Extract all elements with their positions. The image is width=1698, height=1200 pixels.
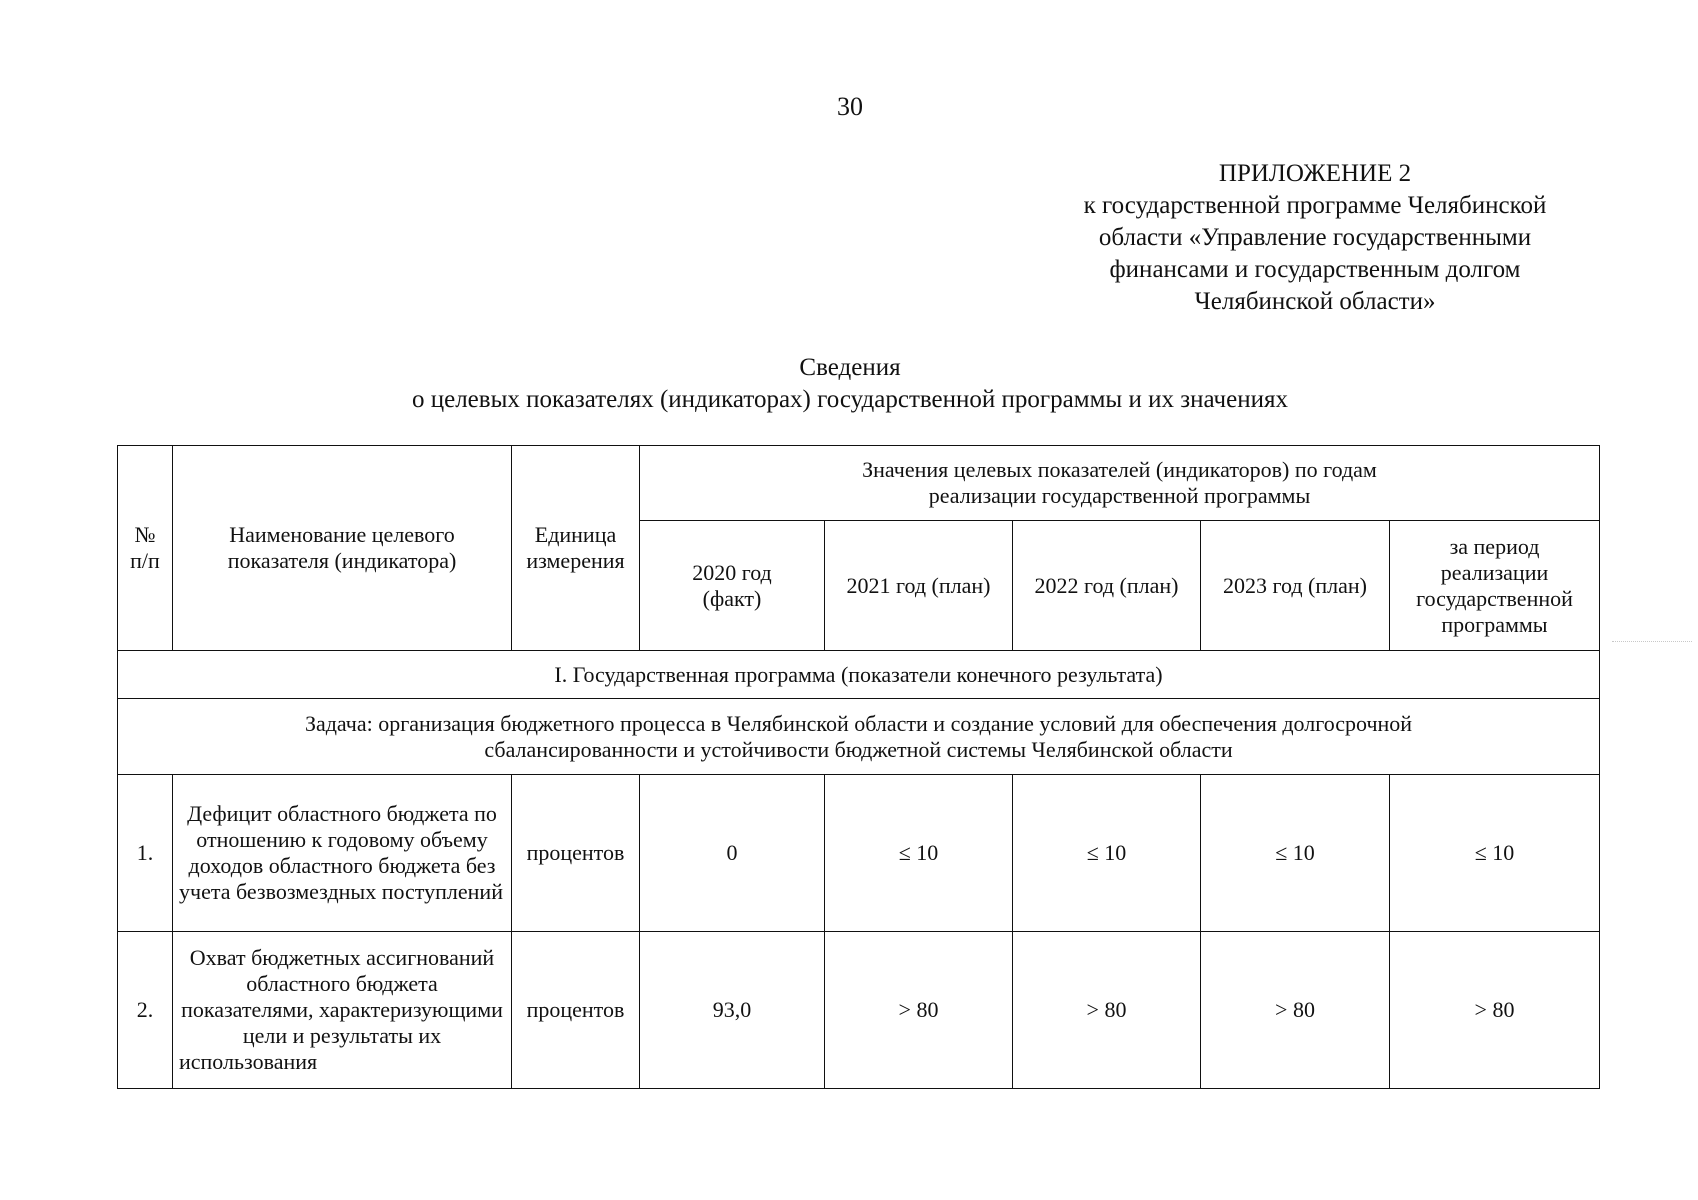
document-title: [200, 352, 1500, 416]
appendix-line: финансами и государственным долгом: [1109, 256, 1521, 283]
task-text: Задача: организация бюджетного процесса в Челябинской области и создание условий для обеспечения долгосрочной сбалансированности и устойчивости бюджетной системы Челябинской области: [118, 699, 1600, 775]
row-unit: процентов: [512, 932, 640, 1089]
section-title: I. Государственная программа (показатели конечного результата): [118, 651, 1600, 699]
row-number: 1.: [118, 775, 173, 932]
table-row: [118, 775, 1600, 932]
row-value-period: ≤ 10: [1390, 775, 1600, 932]
row-value-2022: ≤ 10: [1013, 775, 1201, 932]
row-indicator-name: Дефицит областного бюджета по отношению к годовому объему доходов областного бюджета без учета безвозмездных поступлений: [173, 775, 512, 932]
appendix-header: [1010, 158, 1620, 318]
row-value-2023: ≤ 10: [1201, 775, 1390, 932]
row-number: 2.: [118, 932, 173, 1089]
header-year-2021: 2021 год (план): [825, 521, 1013, 651]
header-year-2020: 2020 год (факт): [640, 521, 825, 651]
header-period-total: за период реализации государственной программы: [1390, 521, 1600, 651]
header-name: Наименование целевого показателя (индикатора): [173, 446, 512, 651]
row-indicator-name: Охват бюджетных ассигнований областного бюджета показателями, характеризующими цели и результаты их использования: [173, 932, 512, 1089]
scan-artifact-divider: [1612, 641, 1692, 642]
row-unit: процентов: [512, 775, 640, 932]
row-value-2020: 0: [640, 775, 825, 932]
row-value-2022: > 80: [1013, 932, 1201, 1089]
row-value-period: > 80: [1390, 932, 1600, 1089]
row-value-2021: > 80: [825, 932, 1013, 1089]
indicators-table: [117, 445, 1600, 1089]
header-values-group: Значения целевых показателей (индикаторов) по годам реализации государственной программы: [640, 446, 1600, 521]
row-value-2021: ≤ 10: [825, 775, 1013, 932]
section-row: [118, 651, 1600, 699]
row-value-2023: > 80: [1201, 932, 1390, 1089]
document-title-line1: Сведения: [799, 354, 901, 381]
header-number: № п/п: [118, 446, 173, 651]
header-unit: Единица измерения: [512, 446, 640, 651]
appendix-line: к государственной программе Челябинской: [1083, 192, 1547, 219]
document-title-line2: о целевых показателях (индикаторах) государственной программы и их значениях: [411, 386, 1288, 413]
table-header-row: [118, 446, 1600, 521]
row-value-2020: 93,0: [640, 932, 825, 1089]
header-year-2023: 2023 год (план): [1201, 521, 1390, 651]
page-number: 30: [837, 92, 863, 121]
header-year-2022: 2022 год (план): [1013, 521, 1201, 651]
appendix-line: Челябинской области»: [1194, 288, 1436, 315]
appendix-title: ПРИЛОЖЕНИЕ 2: [1218, 160, 1412, 187]
appendix-line: области «Управление государственными: [1098, 224, 1532, 251]
table-row: [118, 932, 1600, 1089]
task-row: [118, 699, 1600, 775]
